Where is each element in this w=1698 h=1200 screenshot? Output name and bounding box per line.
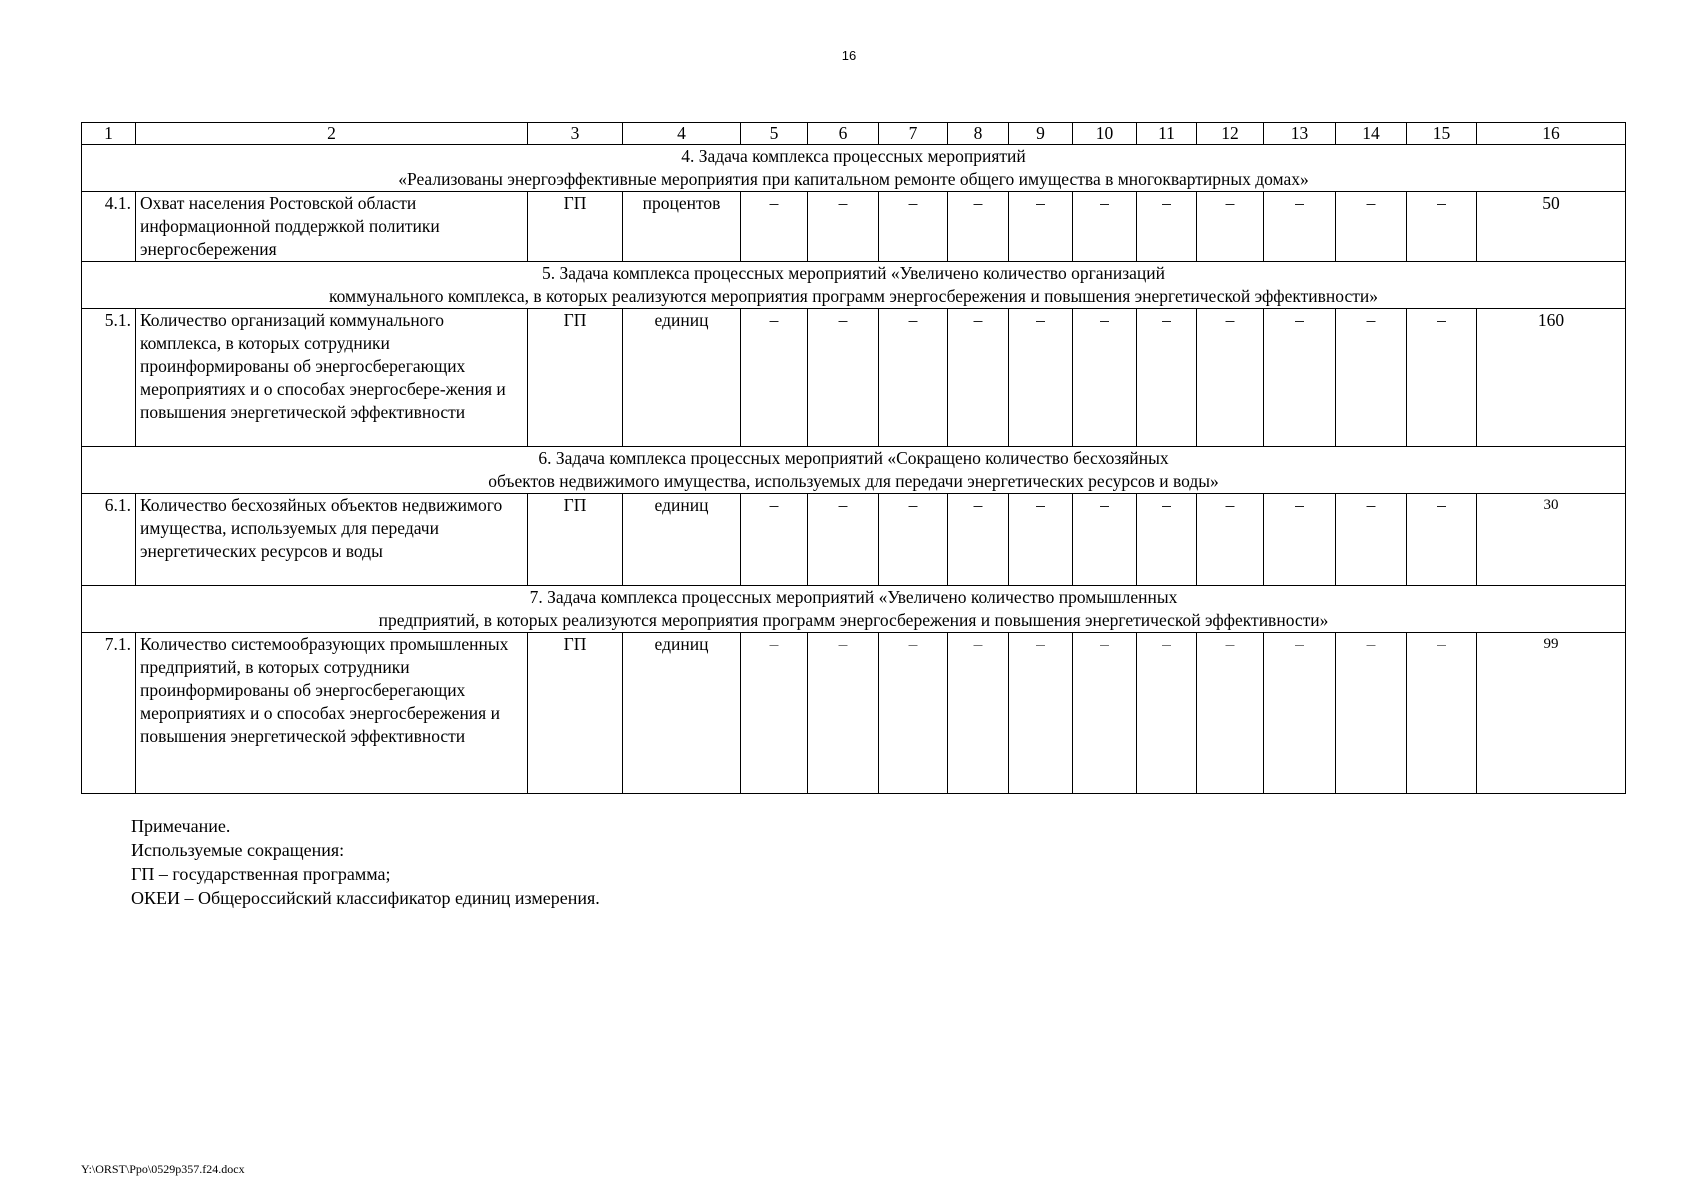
dash-cell: – <box>1009 494 1073 586</box>
section-title-line: 6. Задача комплекса процессных мероприятий «Сокращено количество бесхозяйных <box>538 448 1169 468</box>
dash-cell: – <box>808 494 879 586</box>
section-title-row <box>82 586 1626 633</box>
dash-cell: – <box>948 192 1009 262</box>
dash-cell: – <box>1264 494 1336 586</box>
target-value: 30 <box>1477 494 1626 586</box>
section-title <box>82 586 1626 633</box>
table-row <box>82 309 1626 447</box>
dash-cell: – <box>948 309 1009 447</box>
col-header: 13 <box>1264 123 1336 145</box>
file-path-footer: Y:\ORST\Ppo\0529p357.f24.docx <box>81 1162 245 1176</box>
table-row <box>82 633 1626 794</box>
section-title-line: объектов недвижимого имущества, используемых для передачи энергетических ресурсов и воды» <box>488 471 1219 491</box>
section-title-line: коммунального комплекса, в которых реализуются мероприятия программ энергосбережения и повышения энергетической эффективности» <box>328 286 1379 306</box>
col-header: 8 <box>948 123 1009 145</box>
dash-cell: – <box>1197 192 1264 262</box>
note-block <box>131 814 600 910</box>
unit-of-measure: единиц <box>623 494 741 586</box>
row-number: 7.1. <box>82 633 136 794</box>
dash-cell: – <box>879 192 948 262</box>
section-title <box>82 262 1626 309</box>
dash-cell: – <box>1009 633 1073 794</box>
section-title-line: предприятий, в которых реализуются мероприятия программ энергосбережения и повышения энергетической эффективности» <box>378 610 1329 630</box>
dash-cell: – <box>741 633 808 794</box>
unit-of-measure: единиц <box>623 309 741 447</box>
indicator-name: Количество бесхозяйных объектов недвижимого имущества, используемых для передачи энергетических ресурсов и воды <box>136 494 528 586</box>
dash-cell: – <box>1264 309 1336 447</box>
dash-cell: – <box>1197 633 1264 794</box>
indicator-level: ГП <box>528 309 623 447</box>
row-number: 4.1. <box>82 192 136 262</box>
indicator-name: Количество организаций коммунального комплекса, в которых сотрудники проинформированы об энергосберегающих мероприятиях и о способах энергосбере-жения и повышения энергетической эффективности <box>136 309 528 447</box>
dash-cell: – <box>879 309 948 447</box>
dash-cell: – <box>741 309 808 447</box>
indicator-name: Охват населения Ростовской области информационной поддержкой политики энергосбережения <box>136 192 528 262</box>
col-header: 3 <box>528 123 623 145</box>
section-title <box>82 145 1626 192</box>
indicator-level: ГП <box>528 633 623 794</box>
col-header: 16 <box>1477 123 1626 145</box>
table-row <box>82 192 1626 262</box>
dash-cell: – <box>1073 192 1137 262</box>
dash-cell: – <box>741 494 808 586</box>
dash-cell: – <box>808 309 879 447</box>
indicator-name: Количество системообразующих промышленных предприятий, в которых сотрудники проинформированы об энергосберегающих мероприятиях и о способах энергосбережения и повышения энергетической эффективности <box>136 633 528 794</box>
dash-cell: – <box>1264 633 1336 794</box>
dash-cell: – <box>948 633 1009 794</box>
col-header: 7 <box>879 123 948 145</box>
col-header: 5 <box>741 123 808 145</box>
col-header: 2 <box>136 123 528 145</box>
row-number: 6.1. <box>82 494 136 586</box>
dash-cell: – <box>741 192 808 262</box>
section-title-row <box>82 447 1626 494</box>
col-header: 9 <box>1009 123 1073 145</box>
page-number: 16 <box>841 48 857 63</box>
dash-cell: – <box>1407 309 1477 447</box>
target-value: 50 <box>1477 192 1626 262</box>
section-title <box>82 447 1626 494</box>
dash-cell: – <box>1407 494 1477 586</box>
dash-cell: – <box>1407 192 1477 262</box>
dash-cell: – <box>1336 633 1407 794</box>
section-title-row <box>82 145 1626 192</box>
dash-cell: – <box>1197 494 1264 586</box>
note-line: ГП – государственная программа; <box>131 864 391 884</box>
dash-cell: – <box>1336 192 1407 262</box>
note-line: ОКЕИ – Общероссийский классификатор единиц измерения. <box>131 888 600 908</box>
dash-cell: – <box>1009 192 1073 262</box>
dash-cell: – <box>1073 633 1137 794</box>
dash-cell: – <box>879 494 948 586</box>
target-value: 99 <box>1477 633 1626 794</box>
indicator-level: ГП <box>528 192 623 262</box>
dash-cell: – <box>1137 633 1197 794</box>
row-number: 5.1. <box>82 309 136 447</box>
dash-cell: – <box>1009 309 1073 447</box>
dash-cell: – <box>1137 494 1197 586</box>
dash-cell: – <box>1336 494 1407 586</box>
column-number-row <box>82 123 1626 145</box>
col-header: 6 <box>808 123 879 145</box>
col-header: 11 <box>1137 123 1197 145</box>
col-header: 4 <box>623 123 741 145</box>
section-title-line: «Реализованы энергоэффективные мероприятия при капитальном ремонте общего имущества в многоквартирных домах» <box>398 169 1309 189</box>
unit-of-measure: процентов <box>623 192 741 262</box>
dash-cell: – <box>808 633 879 794</box>
dash-cell: – <box>1137 309 1197 447</box>
dash-cell: – <box>1407 633 1477 794</box>
section-title-line: 7. Задача комплекса процессных мероприятий «Увеличено количество промышленных <box>529 587 1178 607</box>
section-title-line: 5. Задача комплекса процессных мероприятий «Увеличено количество организаций <box>541 263 1166 283</box>
dash-cell: – <box>1073 494 1137 586</box>
indicators-table <box>81 122 1626 794</box>
dash-cell: – <box>1073 309 1137 447</box>
col-header: 1 <box>82 123 136 145</box>
dash-cell: – <box>1264 192 1336 262</box>
unit-of-measure: единиц <box>623 633 741 794</box>
dash-cell: – <box>948 494 1009 586</box>
col-header: 10 <box>1073 123 1137 145</box>
col-header: 15 <box>1407 123 1477 145</box>
section-title-row <box>82 262 1626 309</box>
table-row <box>82 494 1626 586</box>
col-header: 14 <box>1336 123 1407 145</box>
section-title-line: 4. Задача комплекса процессных мероприятий <box>681 146 1026 166</box>
note-line: Используемые сокращения: <box>131 840 345 860</box>
col-header: 12 <box>1197 123 1264 145</box>
dash-cell: – <box>879 633 948 794</box>
dash-cell: – <box>1137 192 1197 262</box>
dash-cell: – <box>808 192 879 262</box>
dash-cell: – <box>1336 309 1407 447</box>
target-value: 160 <box>1477 309 1626 447</box>
indicator-level: ГП <box>528 494 623 586</box>
dash-cell: – <box>1197 309 1264 447</box>
note-title: Примечание. <box>131 816 231 836</box>
